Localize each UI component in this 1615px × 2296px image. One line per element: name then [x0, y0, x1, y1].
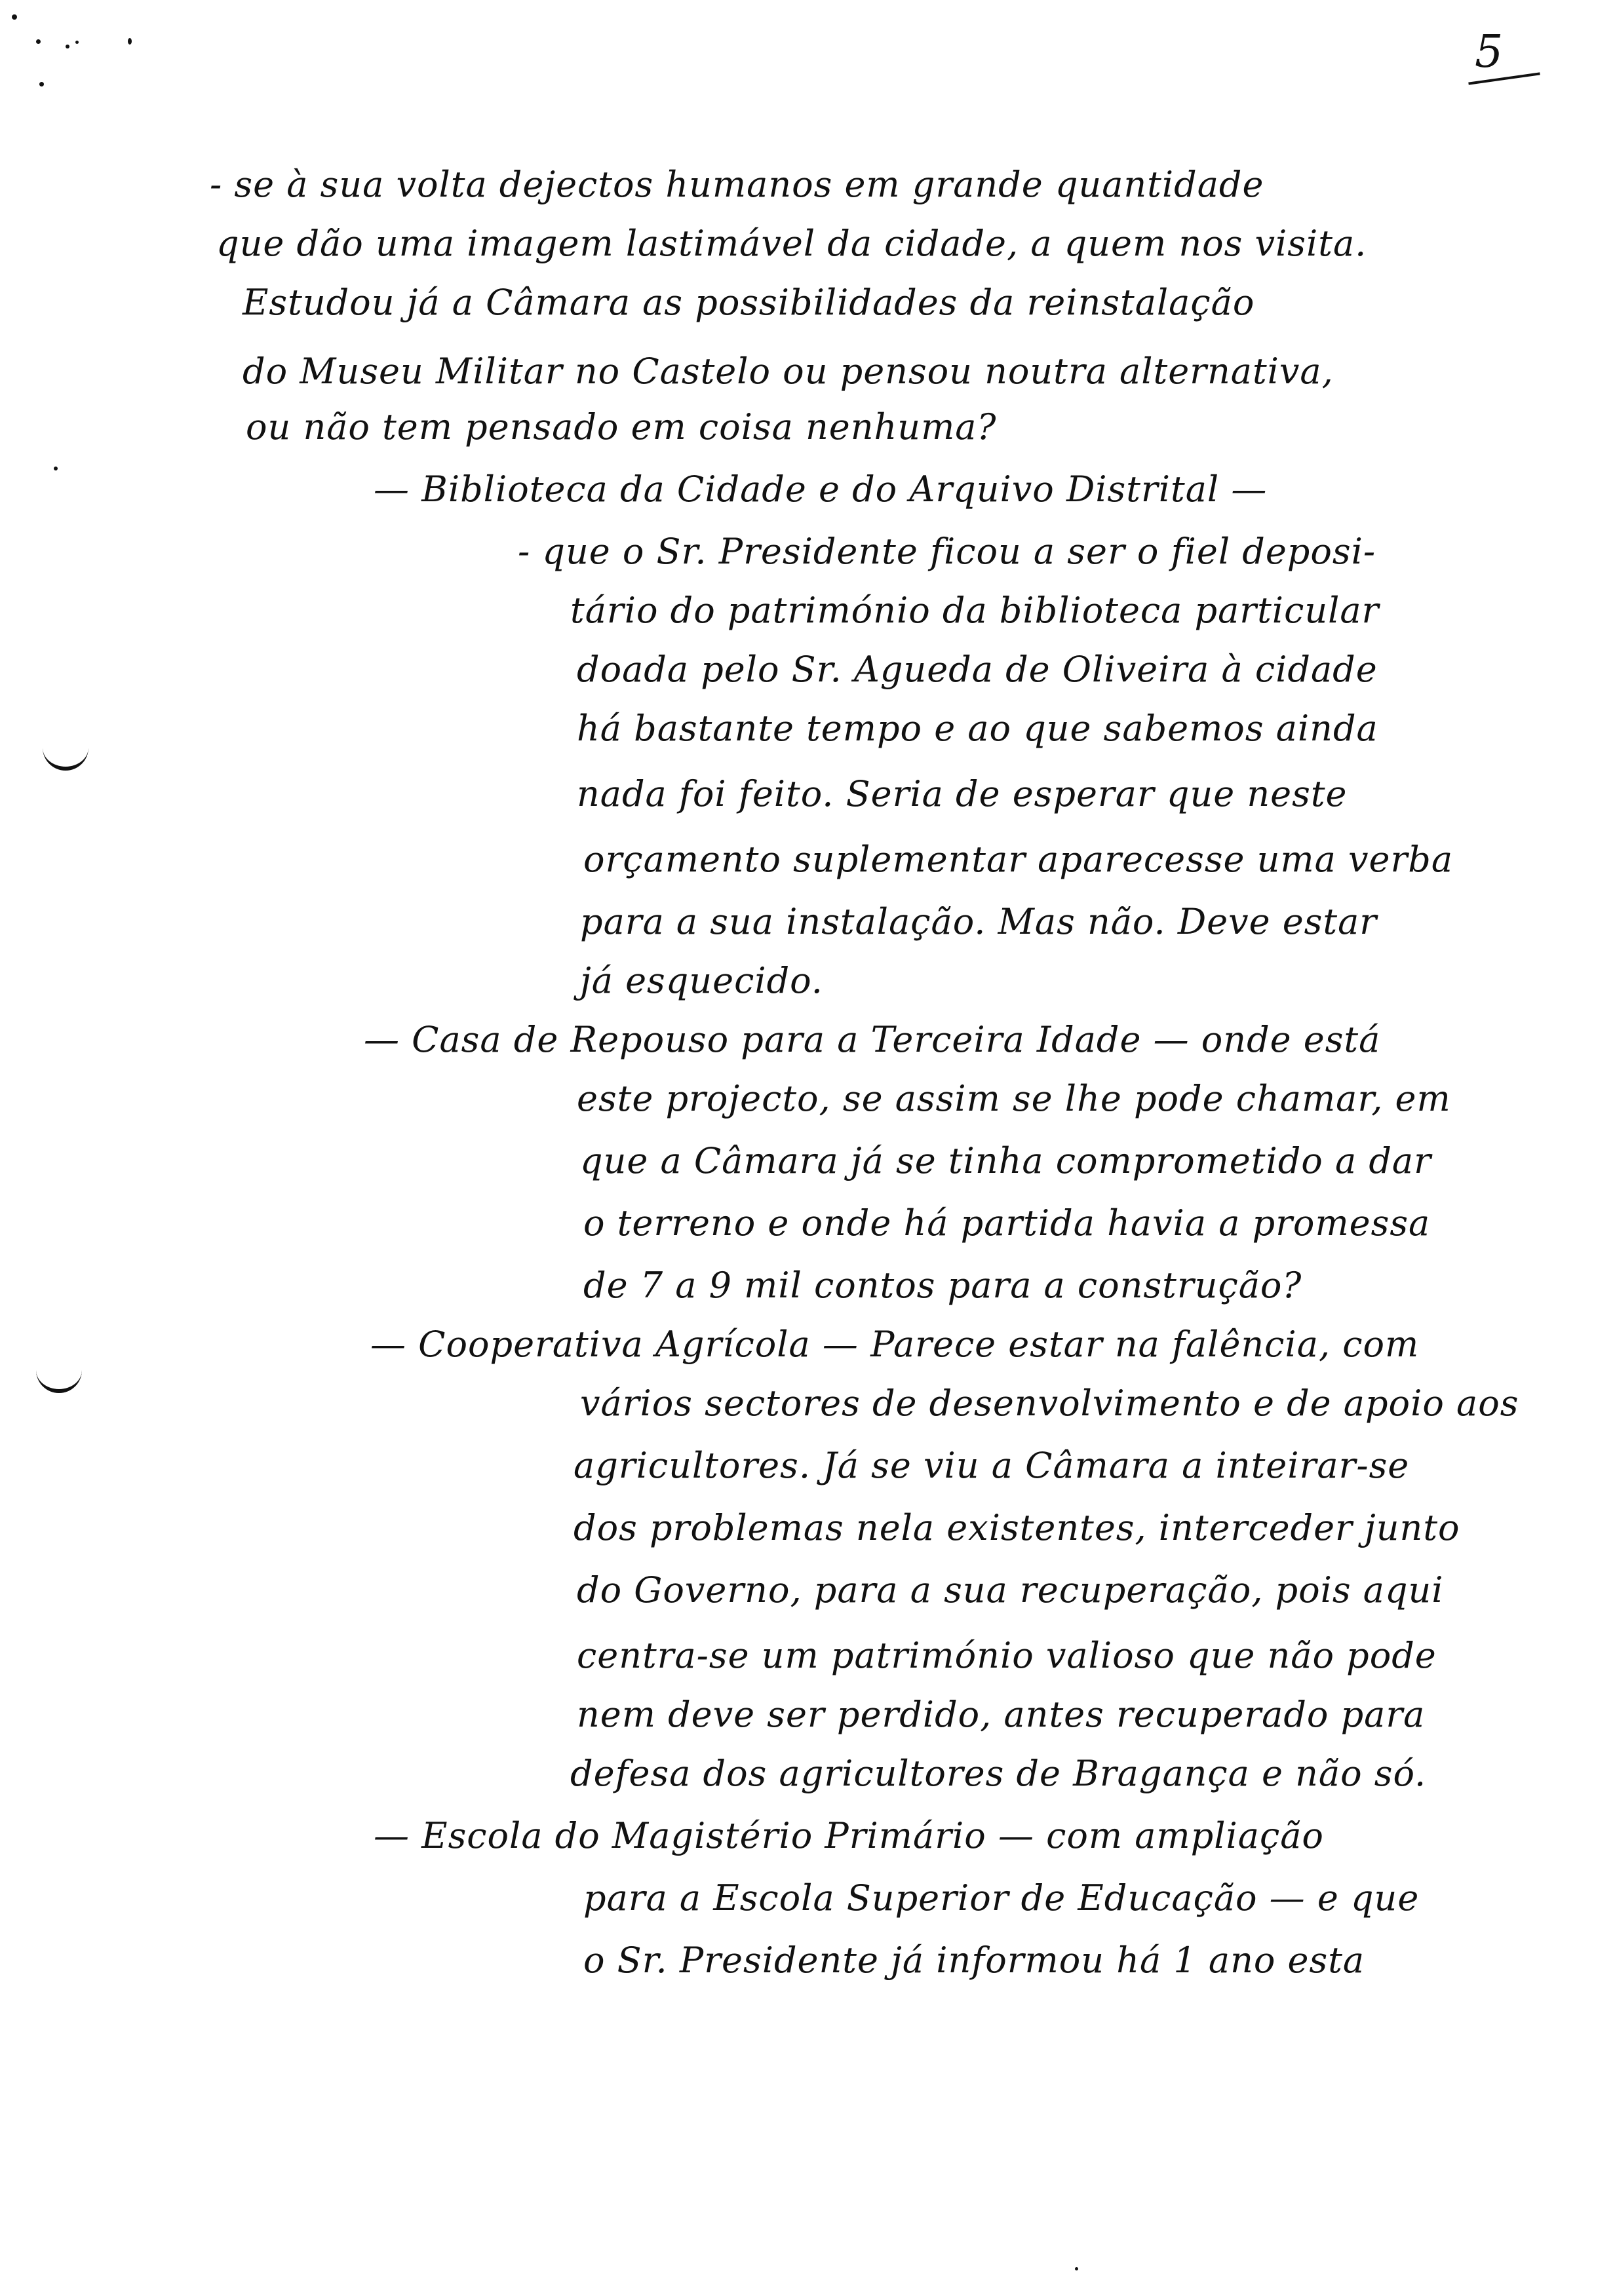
text-line: vários sectores de desenvolvimento e de apoio aos	[580, 1383, 1519, 1424]
text-line: do Governo, para a sua recuperação, pois aqui	[577, 1569, 1444, 1611]
margin-mark	[36, 1369, 82, 1393]
scan-speck	[66, 45, 69, 48]
text-line: o Sr. Presidente já informou há 1 ano esta	[583, 1940, 1365, 1981]
text-line: centra-se um património valioso que não pode	[577, 1635, 1437, 1676]
text-line: que dão uma imagem lastimável da cidade, a quem nos visita.	[216, 223, 1367, 264]
scan-speck	[39, 82, 44, 86]
scan-speck	[36, 39, 41, 44]
text-line: de 7 a 9 mil contos para a construção?	[583, 1265, 1302, 1306]
section-heading: — Biblioteca da Cidade e do Arquivo Distrital —	[374, 469, 1268, 510]
section-heading: — Casa de Repouso para a Terceira Idade — onde está	[364, 1019, 1381, 1060]
text-line: agricultores. Já se viu a Câmara a inteirar-se	[574, 1445, 1410, 1486]
text-line: nem deve ser perdido, antes recuperado para	[577, 1694, 1426, 1735]
text-line: doada pelo Sr. Agueda de Oliveira à cidade	[577, 649, 1378, 690]
text-line: tário do património da biblioteca particular	[570, 590, 1380, 631]
scan-speck	[12, 14, 17, 20]
page-number: 5	[1475, 26, 1504, 78]
text-line: orçamento suplementar aparecesse uma verba	[583, 839, 1454, 880]
scan-speck	[1075, 2267, 1078, 2270]
section-heading: — Escola do Magistério Primário — com ampliação	[374, 1815, 1324, 1856]
text-line: para a sua instalação. Mas não. Deve estar	[580, 901, 1378, 942]
text-line: que a Câmara já se tinha comprometido a dar	[580, 1140, 1431, 1181]
section-heading: — Cooperativa Agrícola — Parece estar na falência, com	[370, 1324, 1420, 1365]
text-line: o terreno e onde há partida havia a promessa	[583, 1202, 1431, 1244]
text-line: Estudou já a Câmara as possibilidades da reinstalação	[243, 282, 1255, 323]
text-line: já esquecido.	[580, 960, 823, 1001]
text-line: há bastante tempo e ao que sabemos ainda	[577, 708, 1378, 749]
scan-speck	[54, 467, 58, 470]
margin-mark	[43, 747, 88, 771]
text-line: defesa dos agricultores de Bragança e não só.	[570, 1753, 1427, 1794]
text-line: - que o Sr. Presidente ficou a ser o fiel deposi-	[518, 531, 1376, 572]
scan-speck	[128, 38, 132, 45]
scan-speck	[75, 41, 79, 44]
text-line: este projecto, se assim se lhe pode chamar, em	[577, 1078, 1451, 1119]
text-line: - se à sua volta dejectos humanos em grande quantidade	[210, 164, 1264, 205]
text-line: do Museu Militar no Castelo ou pensou noutra alternativa,	[243, 351, 1334, 392]
text-line: para a Escola Superior de Educação — e que	[583, 1877, 1420, 1919]
text-line: ou não tem pensado em coisa nenhuma?	[246, 406, 997, 448]
text-line: nada foi feito. Seria de esperar que neste	[577, 773, 1348, 814]
text-line: dos problemas nela existentes, interceder junto	[574, 1507, 1460, 1548]
